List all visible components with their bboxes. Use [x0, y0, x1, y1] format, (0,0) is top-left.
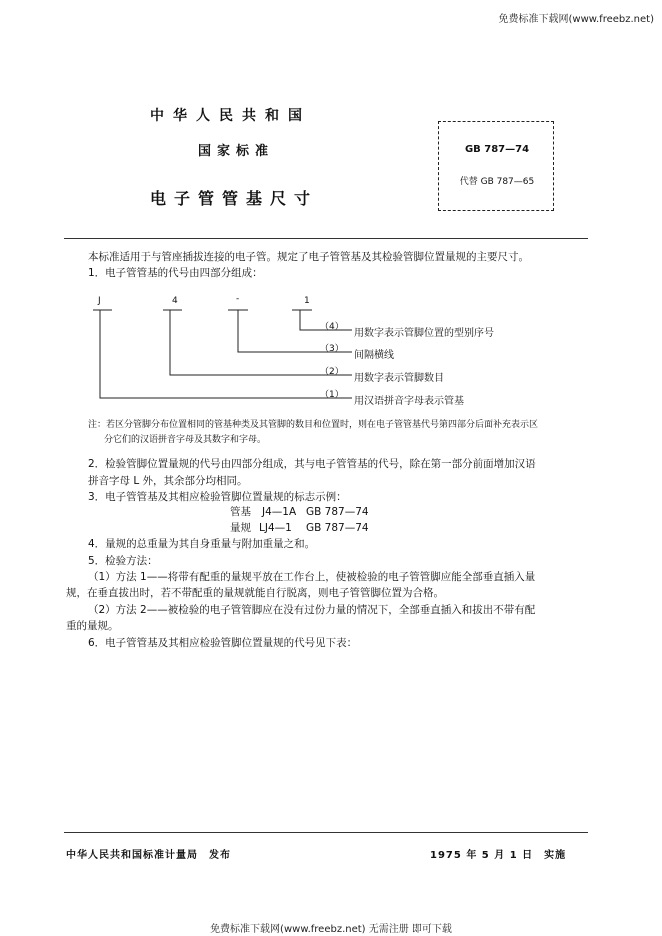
part-4-label: 用数字表示管脚位置的型别序号: [354, 328, 494, 339]
part-3-number: （3）: [320, 344, 344, 354]
part-4-number: （4）: [320, 322, 344, 332]
example-base-std: GB 787—74: [306, 506, 369, 518]
note-line-1: 注：若区分管脚分布位置相同的管基种类及其管脚的数目和位置时，则在电子管管基代号第四部分后面补充表示区: [88, 420, 539, 430]
example-gauge-code: LJ4—1: [259, 522, 292, 534]
item-2-line-2: 拼音字母 L 外，其余部分均相同。: [88, 475, 248, 487]
standard-type-heading: 国家标准: [198, 144, 275, 159]
code-char-1: 1: [304, 296, 310, 306]
replaces-code: 代替 GB 787—65: [459, 177, 535, 187]
watermark-top: 免费标准下载网(www.freebz.net): [498, 14, 654, 25]
method-1-line-1: （1）方法 1——将带有配重的量规平放在工作台上，使被检验的电子管管脚应能全部垂直插入量: [88, 571, 536, 583]
code-char-4: 4: [172, 296, 178, 306]
example-gauge-std: GB 787—74: [306, 522, 369, 534]
part-2-label: 用数字表示管脚数目: [354, 373, 444, 384]
watermark-bottom: 免费标准下载网(www.freebz.net) 无需注册 即可下载: [210, 924, 452, 935]
example-gauge-label: 量规: [230, 522, 251, 534]
item-2-line-1: 2．检验管脚位置量规的代号由四部分组成，其与电子管管基的代号，除在第一部分前面增加汉语: [88, 458, 536, 470]
footer-divider: [64, 832, 588, 833]
standard-code: GB 787—74: [464, 144, 530, 155]
part-1-label: 用汉语拼音字母表示管基: [354, 396, 464, 407]
code-char-dash: -: [236, 294, 240, 304]
example-base-code: J4—1A: [262, 506, 297, 518]
method-2-line-1: （2）方法 2——被检验的电子管管脚应在没有过份力量的情况下，全部垂直插入和拔出不带有配: [88, 604, 536, 616]
item-6: 6．电子管管基及其相应检验管脚位置量规的代号见下表：: [88, 637, 358, 649]
item-1: 1．电子管管基的代号由四部分组成：: [88, 267, 263, 279]
page-title: 电子管管基尺寸: [150, 189, 319, 208]
method-1-line-2: 规，在垂直拔出时，若不带配重的量规就能自行脱离，则电子管管脚位置为合格。: [66, 587, 444, 599]
part-2-number: （2）: [320, 367, 344, 377]
method-2-line-2: 重的量规。: [66, 620, 119, 632]
item-3: 3．电子管管基及其相应检验管脚位置量规的标志示例：: [88, 491, 347, 503]
item-5-heading: 5．检验方法：: [88, 555, 158, 567]
country-heading: 中华人民共和国: [150, 108, 311, 124]
example-base-label: 管基: [230, 506, 251, 518]
part-3-label: 间隔横线: [354, 350, 394, 361]
code-char-j: J: [98, 296, 101, 306]
effective-date: 1975 年 5 月 1 日 实施: [430, 850, 567, 861]
item-4: 4．量规的总重量为其自身重量与附加重量之和。: [88, 538, 316, 550]
publisher: 中华人民共和国标准计量局 发布: [66, 850, 231, 861]
part-1-number: （1）: [320, 390, 344, 400]
intro-paragraph: 本标准适用于与管座插拔连接的电子管。规定了电子管管基及其检验管脚位置量规的主要尺寸。: [88, 251, 529, 263]
note-line-2: 分它们的汉语拼音字母及其数字和字母。: [104, 435, 267, 445]
